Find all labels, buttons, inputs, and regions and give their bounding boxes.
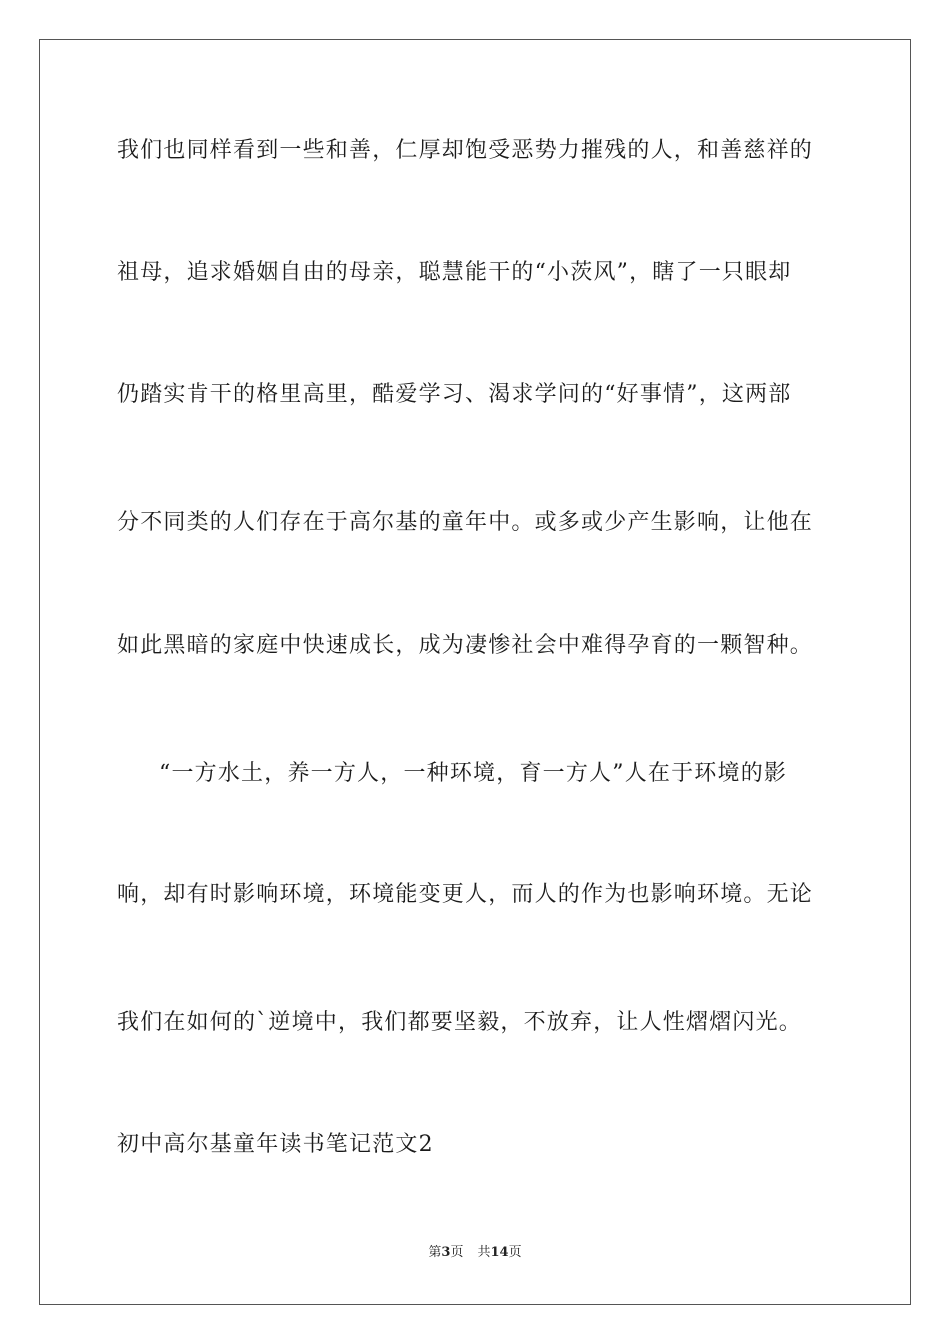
page-suffix: 页 <box>450 1245 464 1260</box>
body-line-4: 分不同类的人们存在于高尔基的童年中。或多或少产生影响，让他在 <box>117 510 814 535</box>
body-line-7: 响，却有时影响环境，环境能变更人，而人的作为也影响环境。无论 <box>117 882 814 907</box>
body-line-3: 仍踏实肯干的格里高里，酷爱学习、渴求学问的“好事情”，这两部 <box>117 382 792 407</box>
body-line-1: 我们也同样看到一些和善，仁厚却饱受恶势力摧残的人，和善慈祥的 <box>117 138 814 163</box>
total-suffix: 页 <box>508 1245 522 1260</box>
body-line-5: 如此黑暗的家庭中快速成长，成为凄惨社会中难得孕育的一颗智种。 <box>117 633 814 658</box>
body-line-8: 我们在如何的`逆境中，我们都要坚毅，不放弃，让人性熠熠闪光。 <box>117 1010 803 1035</box>
page-border <box>39 39 911 1305</box>
page-number: 3 <box>441 1245 451 1260</box>
total-prefix: 共 <box>477 1245 491 1260</box>
page-footer <box>0 1244 950 1262</box>
section-title: 初中高尔基童年读书笔记范文2 <box>117 1132 434 1157</box>
total-pages: 14 <box>490 1245 509 1260</box>
body-line-2: 祖母，追求婚姻自由的母亲，聪慧能干的“小茨风”，瞎了一只眼却 <box>117 260 792 285</box>
page-prefix: 第 <box>428 1245 442 1260</box>
body-line-6-paragraph-start: “一方水土，养一方人，一种环境，育一方人”人在于环境的影 <box>159 761 788 786</box>
